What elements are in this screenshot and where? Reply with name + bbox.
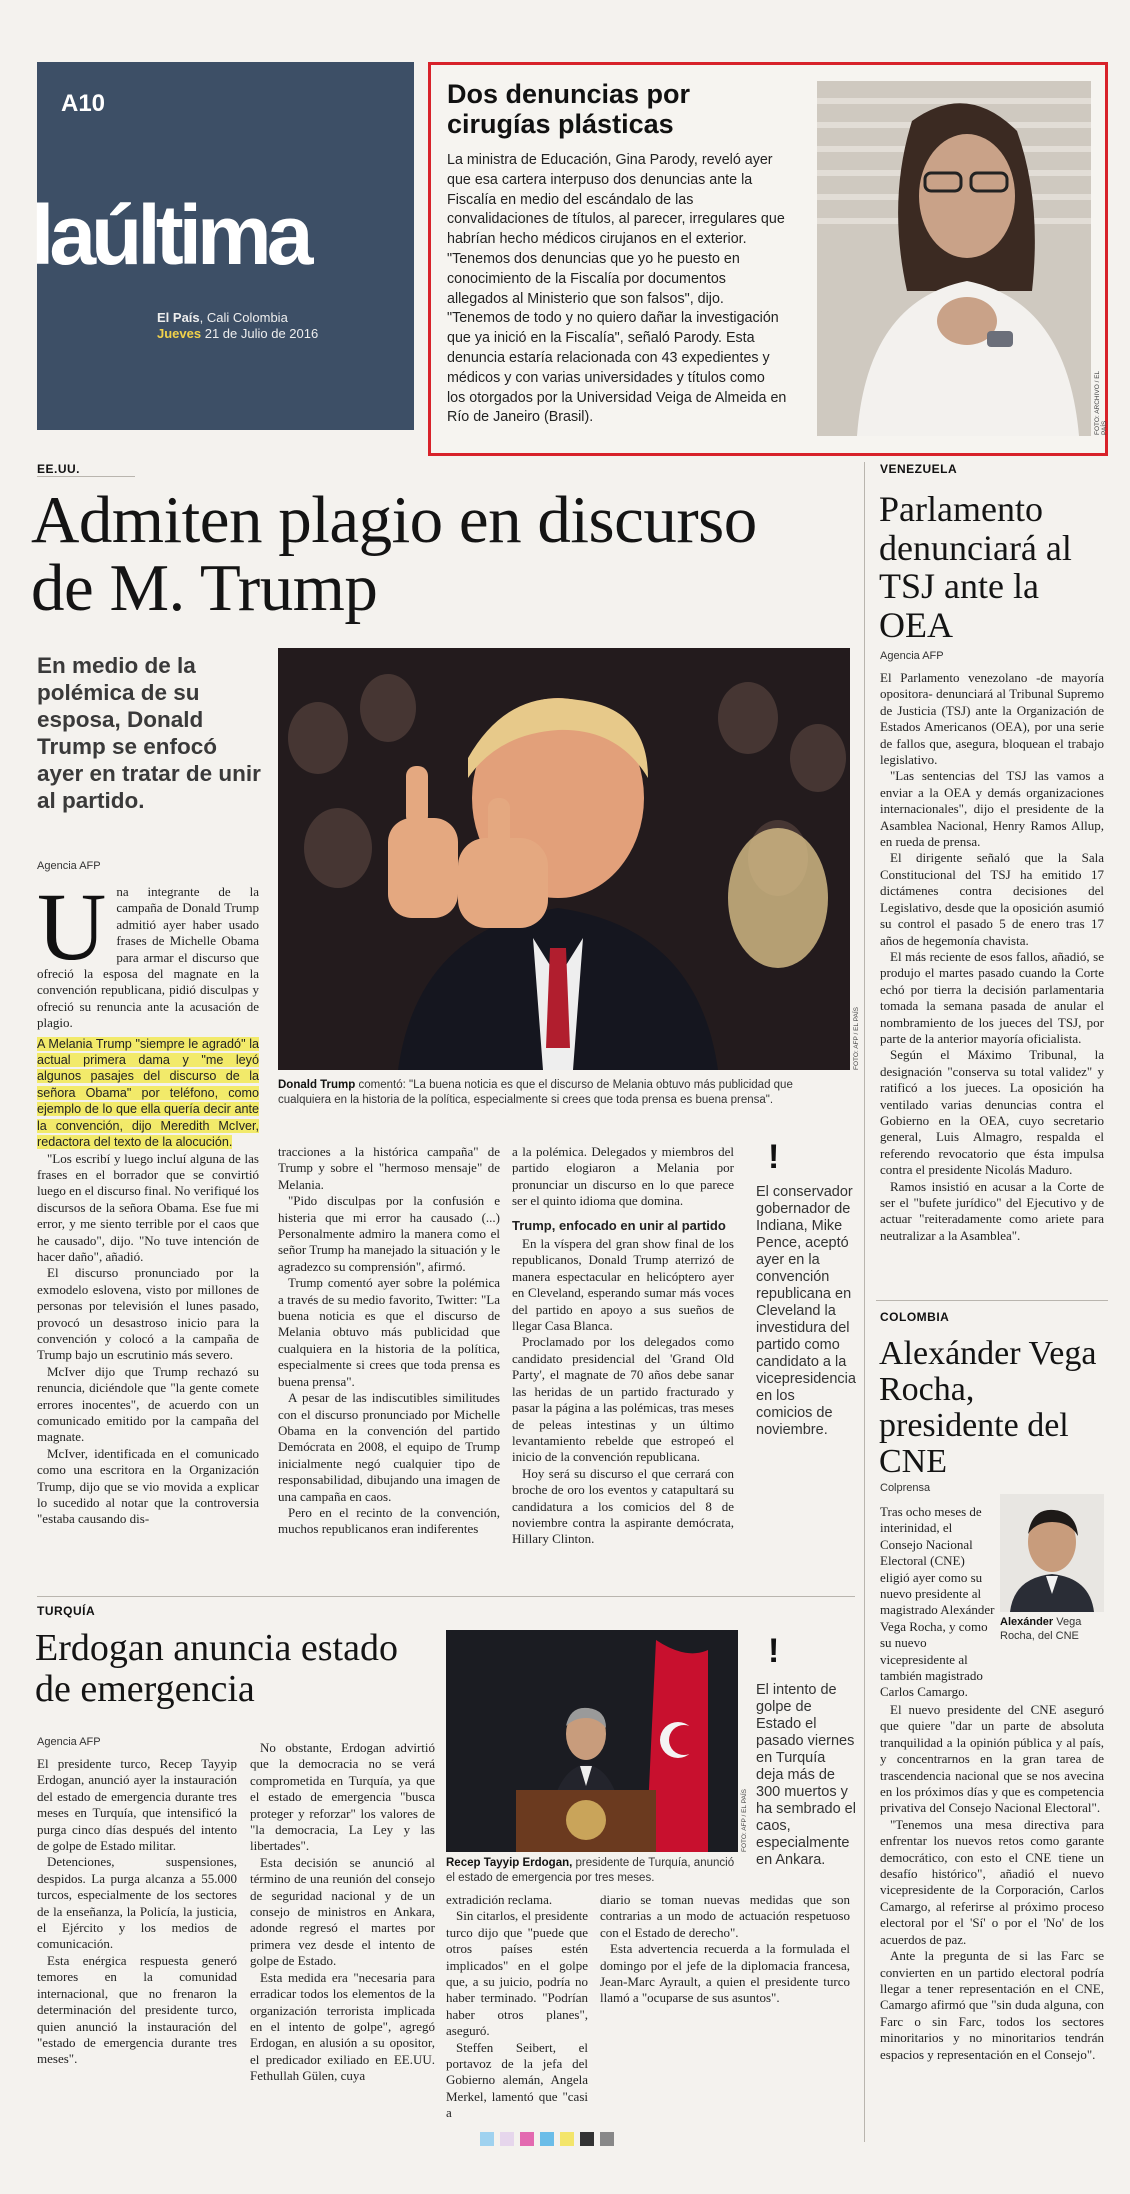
trump-c3-p3: Proclamado por los delegados como candidato presidencial del 'Grand Old Party', el magnate de 70 años debe sanar las heridas de un partido fracturado y pasar la página a las polémicas, tras meses de peleas intestinas y un último levantamiento rebelde que estropeó el inicio de la convención republicana. — [512, 1334, 734, 1465]
trump-c2-p2: "Pido disculpas por la confusión e histeria que mi error ha causado (...) Personalmente admiro la manera como el señor Trump ha manejado la situación y le agradezco su comprensión", afirmó. — [278, 1193, 500, 1274]
trump-column-2 — [278, 1144, 500, 1538]
turquia-sidebar-mark: ! — [768, 1632, 780, 1670]
venezuela-agency: Agencia AFP — [880, 650, 944, 662]
paper-city: Cali Colombia — [206, 310, 288, 325]
plastic-surgery-box — [428, 62, 1108, 456]
dropcap: U — [37, 873, 107, 980]
masthead — [31, 62, 414, 430]
section-logo: laúltima — [31, 188, 309, 282]
colombia-section-tag: COLOMBIA — [880, 1310, 950, 1324]
swatch-gray — [600, 2132, 614, 2146]
venezuela-p5: Según el Máximo Tribunal, la designación "conserva su total validez" y ratificó a los jueces. La oposición ha ventilado varias denuncias contra el Gobierno en la OEA, cuyo secretario general, Luis Almagro, respalda el referendo revocatorio que ésta impulsa contra el presidente Nicolás Maduro. — [880, 1047, 1104, 1178]
tag-underline — [37, 476, 135, 477]
trump-c3-p1: a la polémica. Delegados y miembros del partido elogiaron a Melania por pronunciar un discurso en lo que parece ser el quinto idioma que domina. — [512, 1144, 734, 1209]
turquia-column-3 — [446, 1892, 588, 2122]
turquia-top-rule — [37, 1596, 855, 1597]
colombia-headline: Alexánder Vega Rocha, presidente del CNE — [879, 1335, 1097, 1480]
venezuela-p1: El Parlamento venezolano -de mayoría opositora- denunciará al Tribunal Supremo de Justicia (TSJ) ante la Organización de Estados Americanos (OEA), por una serie de fallos que, asegura, bloquean el trabajo legislativo. — [880, 670, 1104, 768]
colombia-p1: El nuevo presidente del CNE aseguró que quiere "dar un parte de absoluta tranquilidad a la opinión pública y al país, y concentrarnos en la gran tarea de trascendencia nacional que se nos avecina en los próximos días y que es competencia privativa del Consejo Nacional Electoral". — [880, 1702, 1104, 1816]
colombia-p3: Ante la pregunta de si las Farc se convierten en un partido electoral podría llegar a tener representación en el CNE, Camargo afirmó que "sin duda alguna, con Farc o sin Farc, todos los sectores minoritarios y no minoritarios tendrán espacios y representación en el Consejo". — [880, 1948, 1104, 2062]
turquia-c2-p2: Esta decisión se anunció al término de una reunión del consejo de seguridad nacional y de un consejo de ministros en Ankara, adonde regresó el martes por primera vez desde el intento de golpe de Estado. — [250, 1854, 435, 1969]
trump-caption-name: Donald Trump — [278, 1079, 356, 1091]
trump-caption — [278, 1078, 838, 1107]
erdogan-photo-illustration — [446, 1630, 738, 1852]
turquia-column-2 — [250, 1740, 435, 2085]
turquia-sidebar: El intento de golpe de Estado el pasado viernes en Turquía deja más de 300 muertos y ha sembrado el caos, especialmente en Ankara. — [756, 1682, 856, 1868]
swatch-black — [580, 2132, 594, 2146]
vega-photo — [1000, 1494, 1104, 1612]
trump-column-3 — [512, 1144, 734, 1548]
trump-highlight — [37, 1036, 259, 1151]
venezuela-headline: Parlamento denunciará al TSJ ante la OEA — [879, 489, 1072, 645]
venezuela-body — [880, 670, 1104, 1244]
swatch-cyan — [480, 2132, 494, 2146]
colombia-lead: Tras ocho meses de interinidad, el Consejo Nacional Electoral (CNE) eligió ayer como su nuevo presidente al magistrado Alexánder Vega Rocha, y como su nuevo vicepresidente al también magistrado Carlos Camargo. — [880, 1504, 995, 1700]
trump-photo — [278, 648, 850, 1070]
turquia-c4-p1: diario se toman nuevas medidas que son contrarias a un modo de actuación respetuoso con el Estado de derecho". — [600, 1892, 850, 1940]
trump-dek: En medio de la polémica de su esposa, Donald Trump se enfocó ayer en tratar de unir al partido. — [37, 653, 261, 813]
trump-caption-text: comentó: "La buena noticia es que el discurso de Melania obtuvo más publicidad que cualquiera en la historia de la política, especialmente si crees que toda prensa es buena prensa". — [278, 1079, 793, 1106]
trump-subhead: Trump, enfocado en unir al partido — [512, 1217, 726, 1233]
turquia-column-1 — [37, 1756, 237, 2068]
swatch-yellow — [560, 2132, 574, 2146]
trump-c2-p1: tracciones a la histórica campaña" de Trump y sobre el "hermoso mensaje" de Melania. — [278, 1144, 500, 1192]
masthead-paper-line: El País, Cali Colombia — [157, 310, 288, 325]
vega-caption — [1000, 1616, 1106, 1643]
colombia-body — [880, 1702, 1104, 2063]
swatch-magenta — [520, 2132, 534, 2146]
turquia-c1-p1: El presidente turco, Recep Tayyip Erdogan, anunció ayer la instauración del estado de emergencia durante tres meses en Turquía, que intensificó la purga cinco días después del intento de golpe de Estado militar. — [37, 1756, 237, 1854]
vega-caption-name: Alexánder — [1000, 1616, 1054, 1628]
trump-c1-p4: McIver, identificada en el comunicado como una escritora en la Organización Trump, dijo que se vio movida a explicar lo sucedido al notar que la controversia "estaba causando dis- — [37, 1445, 259, 1527]
box-photo-credit: FOTO: ARCHIVO / EL PAÍS — [1094, 371, 1108, 435]
turquia-c2-p3: Esta medida era "necesaria para erradicar todos los elementos de la organización terrorista implicada en el intento de golpe", agregó Erdogan, en alusión a su opositor, el predicador exiliado en EE.UU. Fethullah Gülen, cuya — [250, 1969, 435, 2084]
colombia-p2: "Tenemos una mesa directiva para enfrentar los nuevos retos como garante democrático, con esto el CNE tiene un desafío histórico", añadió el nuevo vicepresidente de la Corporación, Carlos Camargo, al referirse al próximo proceso electoral por el 'Sí' o por el 'No' de los acuerdos de paz. — [880, 1816, 1104, 1947]
trump-section-tag: EE.UU. — [37, 462, 81, 476]
trump-c3-p4: Hoy será su discurso el que cerrará con broche de oro los eventos y catapultará su candidatura a los comicios del 8 de noviembre contra la aspirante demócrata, Hillary Clinton. — [512, 1465, 734, 1547]
trump-lead: na integrante de la campaña de Donald Trump admitió ayer haber usado frases de Michelle Obama para armar el discurso que ofreció la esposa del magnate en la convención republicana, pidió disculpas y ofreció su renuncia ante la acusación de plagio. — [37, 884, 259, 1031]
vega-photo-illustration — [1000, 1494, 1104, 1612]
erdogan-caption-text: presidente de Turquía, anunció el estado de emergencia por tres meses. — [446, 1857, 735, 1884]
trump-c1-p2: El discurso pronunciado por la exmodelo eslovena, visto por millones de personas por televisión el lunes pasado, provocó un desastroso inicio para la convención y colocó a la campaña de Trump bajo un escrutinio más severo. — [37, 1265, 259, 1363]
swatch-light — [500, 2132, 514, 2146]
turquia-c4-p2: Esta advertencia recuerda a la formulada el domingo por el jefe de la diplomacia francesa, Jean-Marc Ayrault, a quien el presidente turco llamó a "ocuparse de sus asuntos". — [600, 1941, 850, 2006]
trump-photo-credit: FOTO: AFP / EL PAÍS — [853, 1007, 860, 1070]
trump-c3-p2: En la víspera del gran show final de los republicanos, Donald Trump aterrizó de manera espectacular en helicóptero ayer en Cleveland, esperando sumar más voces del partido en apoyo a sus sueños de llegar Casa Blanca. — [512, 1236, 734, 1334]
erdogan-caption-name: Recep Tayyip Erdogan, — [446, 1857, 573, 1869]
erdogan-photo-credit: FOTO: AFP / EL PAÍS — [741, 1789, 748, 1852]
colombia-top-rule — [876, 1300, 1108, 1301]
trump-column-1 — [37, 873, 259, 1528]
masthead-date-line — [157, 326, 318, 341]
turquia-c3-p1: extradición reclama. — [446, 1892, 553, 1907]
turquia-c1-p2: Detenciones, suspensiones, despidos. La purga alcanza a 55.000 turcos, especialmente de los sectores de la enseñanza, la Policía, la justicia, el Ejército y los medios de comunicación. — [37, 1854, 237, 1952]
date: 21 de Julio de 2016 — [204, 326, 319, 341]
venezuela-p4: El más reciente de esos fallos, añadió, se produjo el martes pasado cuando la Corte echó por tierra la decisión parlamentaria tomada la semana pasada de anular el nombramiento de los jueces del TSJ, por parte de la anterior mayoría oficialista. — [880, 948, 1104, 1046]
weekday: Jueves — [157, 326, 202, 341]
trump-c2-p4: A pesar de las indiscutibles similitudes con el discurso pronunciado por Michelle Obama en la convención del partido Demócrata en 2008, el equipo de Trump inicialmente negó cualquier tipo de responsabilidad, dibujando una imagen de una campaña en caos. — [278, 1390, 500, 1504]
turquia-c1-p3: Esta enérgica respuesta generó temores en la comunidad internacional, que no frenaron la determinación del presidente turco, quien anunció la instauración del "estado de emergencia durante tres meses". — [37, 1952, 237, 2067]
paper-name: El País — [157, 310, 200, 325]
turquia-column-4 — [600, 1892, 850, 2007]
trump-c1-p1: "Los escribí y luego incluí alguna de las frases en el borrador que se convirtió luego en el discurso final. No verifiqué los discursos de la señora Obama. Ese fue mi error, y me siento terrible por el caos que he causado", dijo. "No tuve intención de hacer daño", añadió. — [37, 1150, 259, 1264]
print-color-bar — [480, 2132, 640, 2146]
erdogan-caption — [446, 1856, 746, 1885]
venezuela-p6: Ramos insistió en acusar a la Corte de ser el "bufete jurídico" del Ejecutivo y de actuar "reiteradamente como ariete para neutralizar a la Asamblea". — [880, 1178, 1104, 1243]
box-body: La ministra de Educación, Gina Parody, reveló ayer que esa cartera interpuso dos denuncias ante la Fiscalía en medio del escándalo de las convalidaciones de títulos, al parecer, irregulares que habrían hecho médicos cirujanos en el exterior. "Tenemos dos denuncias que yo he puesto en conocimiento de la Fiscalía por documentos allegados al Ministerio que son falsos", dijo. "Tenemos de todo y no quiero dañar la investigación que ya inició en la Fiscalía", señaló Parody. Esta denuncia estaría relacionada con 43 expedientes y médicos y con varias universidades y títulos como los otorgados por la Universidad Veiga de Almeida en Río de Janeiro (Brasil). — [447, 152, 787, 426]
trump-photo-illustration — [278, 648, 850, 1070]
vega-caption-text: Vega Rocha, del CNE — [1000, 1616, 1082, 1642]
turquia-headline: Erdogan anuncia estado de emergencia — [35, 1627, 398, 1710]
trump-c2-p5: Pero en el recinto de la convención, muchos republicanos eran indiferentes — [278, 1504, 500, 1537]
trump-sidebar-mark: ! — [768, 1138, 780, 1176]
turquia-section-tag: TURQUÍA — [37, 1604, 96, 1618]
trump-c2-p3: Trump comentó ayer sobre la polémica a través de su medio favorito, Twitter: "La buena noticia es que el discurso de Melania obtuvo más publicidad que cualquiera en la historia de la política, especialmente si crees que toda prensa es buena prensa". — [278, 1275, 500, 1389]
column-divider — [864, 462, 865, 2142]
box-headline: Dos denuncias por cirugías plásticas — [447, 79, 691, 139]
colombia-agency: Colprensa — [880, 1482, 931, 1494]
turquia-c2-p1: No obstante, Erdogan advirtió que la democracia no se verá comprometida en Turquía, ya que el estado de emergencia "busca proteger y reforzar" los valores de "la democracia, La Ley y las libertades". — [250, 1740, 435, 1854]
trump-sidebar: El conservador gobernador de Indiana, Mike Pence, aceptó ayer en la convención republicana en Cleveland la investidura del partido como candidato a la vicepresidencia en los comicios de noviembre. — [756, 1184, 856, 1438]
trump-agency: Agencia AFP — [37, 860, 101, 872]
venezuela-p2: "Las sentencias del TSJ las vamos a enviar a la OEA y demás organizaciones internacionales", dijo el presidente de la Asamblea Nacional, Henry Ramos Allup, en rueda de prensa. — [880, 768, 1104, 850]
venezuela-section-tag: VENEZUELA — [880, 462, 958, 476]
page-number: A10 — [61, 90, 106, 117]
venezuela-p3: El dirigente señaló que la Sala Constitucional del TSJ ha emitido 17 dictámenes contra decisiones del Legislativo, desde que la oposición asumió su control el pasado 5 de enero tras 17 años de hegemonía chavista. — [880, 850, 1104, 948]
swatch-blue — [540, 2132, 554, 2146]
highlighted-quote: A Melania Trump "siempre le agradó" la actual primera dama y "me leyó algunos pasajes del discurso de la señora Obama" por teléfono, como ejemplo de lo que ella quería decir ante la convención, dijo Meredith McIver, redactora del texto de la alocución. — [37, 1036, 259, 1150]
erdogan-photo — [446, 1630, 738, 1852]
turquia-c3-p2: Sin citarlos, el presidente turco dijo que "puede que otros países estén implicados" en el golpe que, a su juicio, podría no haber terminado. "Podrían haber otros planes", aseguró. — [446, 1908, 588, 2039]
parody-photo-illustration — [817, 81, 1091, 436]
turquia-agency: Agencia AFP — [37, 1736, 101, 1748]
parody-photo — [817, 81, 1091, 436]
trump-headline: Admiten plagio en discurso de M. Trump — [31, 483, 757, 625]
turquia-c3-p3: Steffen Seibert, el portavoz de la jefa del Gobierno alemán, Angela Merkel, lamentó que "casi a — [446, 2039, 588, 2121]
trump-c1-p3: McIver dijo que Trump rechazó su renuncia, diciéndole que "la gente comete errores inocentes", de acuerdo con un comunicado emitido por la campaña del magnate. — [37, 1363, 259, 1445]
